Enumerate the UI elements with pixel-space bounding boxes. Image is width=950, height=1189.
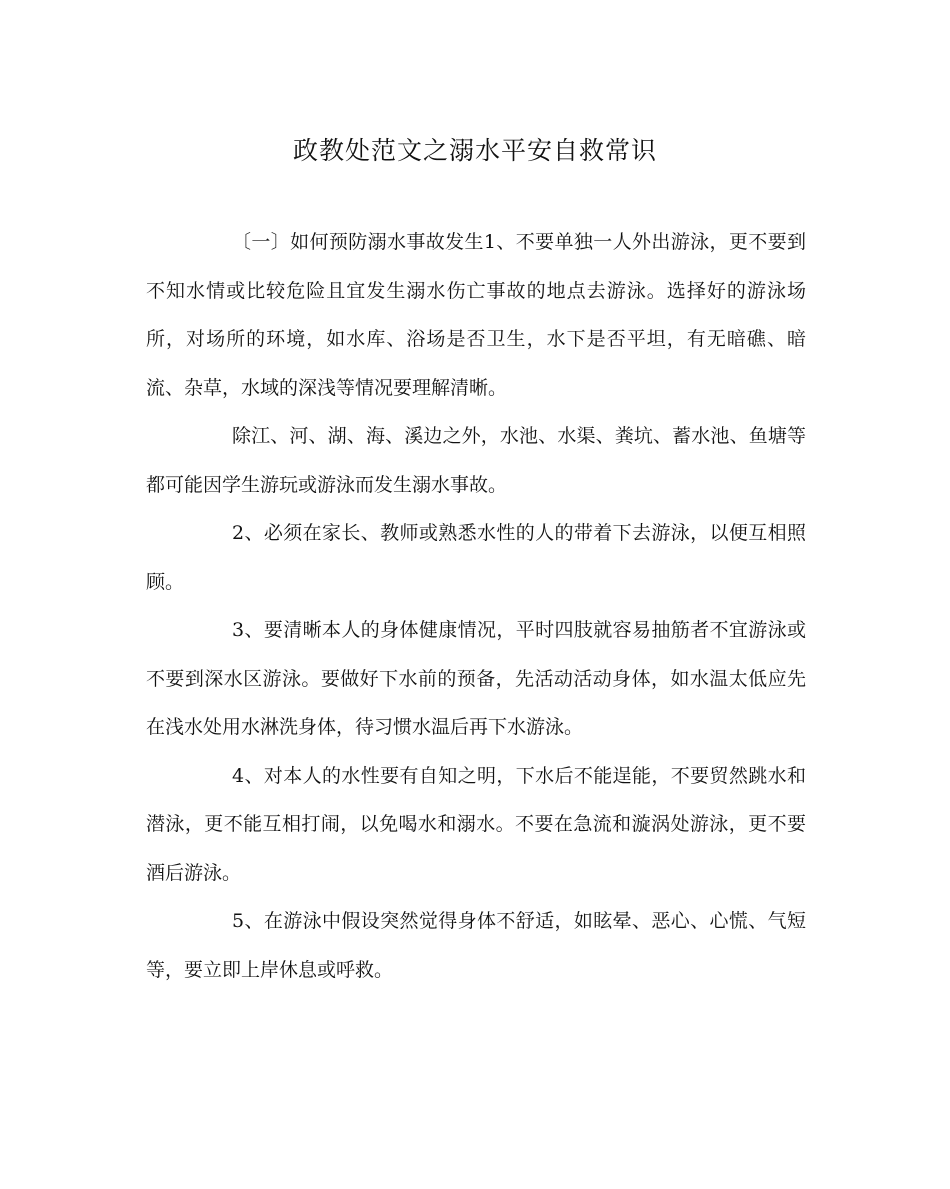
paragraph-prevention-intro: 〔一〕如何预防溺水事故发生1、不要单独一人外出游泳，更不要到不知水情或比较危险且宜发生溺水伤亡事故的地点去游泳。选择好的游泳场所，对场所的环境，如水库、浴场是否卫生，水下是否平坦，有无暗礁、暗流、杂草，水域的深浅等情况要理解清晰。 — [146, 231, 806, 399]
document-title: 政教处范文之溺水平安自救常识 — [292, 136, 657, 165]
paragraph-supervision: 2、必须在家长、教师或熟悉水性的人的带着下去游泳，以便互相照顾。 — [146, 522, 806, 593]
paragraph-swimming-ability: 4、对本人的水性要有自知之明，下水后不能逞能，不要贸然跳水和潜泳，更不能互相打闹，以免喝水和溺水。不要在急流和漩涡处游泳，更不要酒后游泳。 — [146, 764, 806, 884]
paragraph-discomfort: 5、在游泳中假设突然觉得身体不舒适，如眩晕、恶心、心慌、气短等，要立即上岸休息或呼救。 — [146, 910, 806, 981]
paragraph-water-places: 除江、河、湖、海、溪边之外，水池、水渠、粪坑、蓄水池、鱼塘等都可能因学生游玩或游泳而发生溺水事故。 — [146, 425, 806, 496]
paragraph-health: 3、要清晰本人的身体健康情况，平时四肢就容易抽筋者不宜游泳或不要到深水区游泳。要做好下水前的预备，先活动活动身体，如水温太低应先在浅水处用水淋洗身体，待习惯水温后再下水游泳。 — [146, 619, 806, 738]
document-body — [146, 218, 806, 994]
